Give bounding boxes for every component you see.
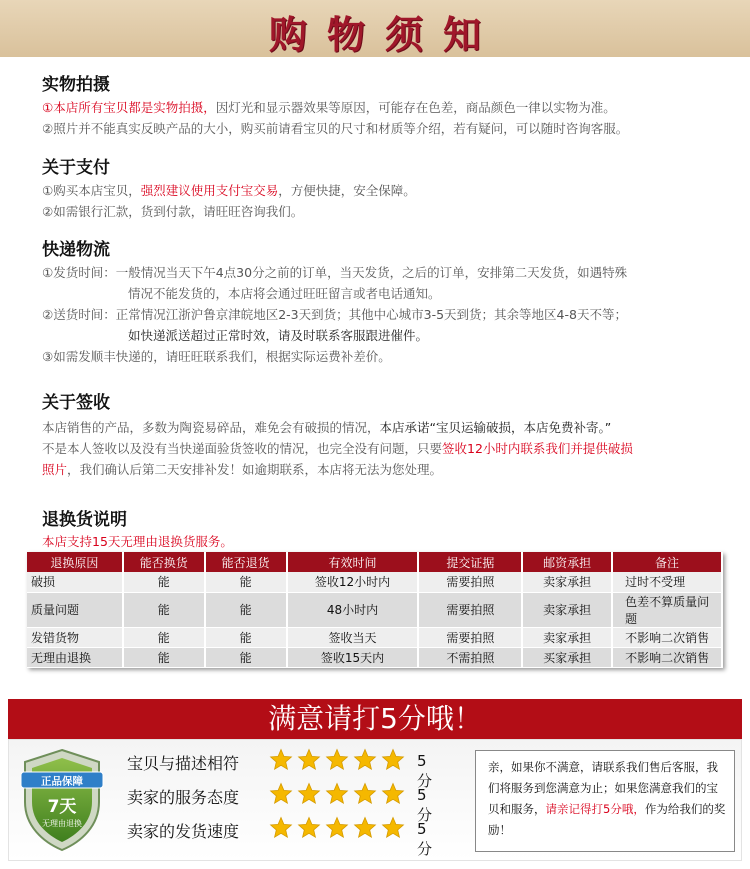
- table-row: [27, 592, 722, 627]
- pay-line-2: ②如需银行汇款，货到付款，请旺旺咨询我们。: [42, 204, 304, 219]
- table-cell: 能: [123, 592, 205, 627]
- table-cell: 卖家承担: [522, 627, 612, 647]
- table-cell: 发错货物: [27, 627, 123, 647]
- sign-line-2: 不是本人签收以及没有当快递面验货签收的情况，也完全没有问题，只要签收12小时内联系我们并提供破损: [42, 441, 633, 456]
- section-shipping: [42, 235, 722, 367]
- table-row: [27, 647, 722, 667]
- section-photo: [42, 70, 722, 139]
- table-cell: 无理由退换: [27, 647, 123, 667]
- badge-days-text: 7天: [47, 797, 77, 817]
- star-group: [269, 816, 409, 844]
- badge-top-text: 正品保障: [41, 775, 83, 788]
- star-icon: [381, 782, 405, 806]
- table-cell: 能: [123, 572, 205, 592]
- section-title: 关于支付: [42, 158, 110, 178]
- table-cell: 签收当天: [287, 627, 419, 647]
- table-cell: 破损: [27, 572, 123, 592]
- table-cell: 需要拍照: [418, 592, 522, 627]
- section-title: 快递物流: [42, 240, 110, 260]
- table-cell: 不需拍照: [418, 647, 522, 667]
- star-icon: [353, 782, 377, 806]
- star-icon: [325, 748, 349, 772]
- table-header-row: [27, 552, 722, 572]
- table-cell: 卖家承担: [522, 592, 612, 627]
- star-icon: [381, 748, 405, 772]
- star-icon: [269, 782, 293, 806]
- table-cell: 卖家承担: [522, 572, 612, 592]
- ship-line-1: ①发货时间：一般情况当天下午4点30分之前的订单，当天发货，之后的订单，安排第二天发货，如遇特殊: [42, 265, 628, 280]
- star-icon: [269, 816, 293, 840]
- table-header-cell: 备注: [612, 552, 722, 572]
- section-signing: [42, 388, 722, 480]
- star-icon: [381, 816, 405, 840]
- table-cell: 能: [123, 647, 205, 667]
- table-cell: 需要拍照: [418, 572, 522, 592]
- ship-line-3: ③如需发顺丰快递的，请旺旺联系我们，根据实际运费补差价。: [42, 349, 391, 364]
- table-cell: 质量问题: [27, 592, 123, 627]
- table-header-cell: 能否换货: [123, 552, 205, 572]
- header-band: [0, 0, 750, 57]
- returns-table: [27, 552, 723, 668]
- table-cell: 色差不算质量问题: [612, 592, 722, 627]
- table-header-cell: 能否退货: [205, 552, 287, 572]
- table-cell: 能: [123, 627, 205, 647]
- rating-score: 5分: [417, 820, 433, 858]
- table-header-cell: 邮资承担: [522, 552, 612, 572]
- star-icon: [325, 782, 349, 806]
- star-group: [269, 782, 409, 810]
- star-icon: [297, 816, 321, 840]
- table-cell: 48小时内: [287, 592, 419, 627]
- badge-bottom-text: 无理由退换: [42, 819, 82, 828]
- star-icon: [353, 748, 377, 772]
- star-icon: [325, 816, 349, 840]
- table-cell: 签收12小时内: [287, 572, 419, 592]
- photo-line-2: ②照片并不能真实反映产品的大小，购买前请看宝贝的尺寸和材质等介绍，若有疑问，可以随时咨询客服。: [42, 121, 629, 136]
- rating-score: 5分: [417, 752, 433, 790]
- table-header-cell: 退换原因: [27, 552, 123, 572]
- table-header-cell: 有效时间: [287, 552, 419, 572]
- star-icon: [269, 748, 293, 772]
- section-payment: [42, 153, 722, 222]
- table-cell: 买家承担: [522, 647, 612, 667]
- section-title: 实物拍摄: [42, 75, 110, 95]
- sign-line-3: 照片，我们确认后第二天安排补发！如逾期联系，本店将无法为您处理。: [42, 462, 443, 477]
- ship-line-2b: 如快递派送超过正常时效，请及时联系客服跟进催件。: [128, 328, 429, 343]
- table-row: [27, 572, 722, 592]
- table-header-cell: 提交证据: [418, 552, 522, 572]
- rating-label: 卖家的发货速度: [127, 822, 240, 841]
- rating-panel: [8, 739, 742, 861]
- star-icon: [353, 816, 377, 840]
- pay-line-1: ①购买本店宝贝，强烈建议使用支付宝交易，方便快捷，安全保障。: [42, 183, 416, 198]
- section-title: 退换货说明: [42, 510, 127, 530]
- star-icon: [297, 748, 321, 772]
- section-returns: [42, 505, 722, 550]
- table-cell: 能: [205, 627, 287, 647]
- rating-label: 卖家的服务态度: [127, 788, 240, 807]
- ship-line-1b: 情况不能发货的，本店将会通过旺旺留言或者电话通知。: [128, 286, 441, 301]
- guarantee-shield-icon: [19, 746, 105, 854]
- section-title: 关于签收: [42, 393, 110, 413]
- table-cell: 签收15天内: [287, 647, 419, 667]
- table-cell: 能: [205, 647, 287, 667]
- star-group: [269, 748, 409, 776]
- message-box: 亲，如果你不满意，请联系我们售后客服，我们将服务到您满意为止；如果您满意我们的宝贝和服务，请亲记得打5分哦，作为给我们的奖励！: [475, 750, 735, 852]
- page-title: 购物须知: [268, 12, 501, 57]
- ship-line-2: ②送货时间：正常情况江浙沪鲁京津皖地区2-3天到货；其他中心城市3-5天到货；其余等地区4-8天不等；: [42, 307, 627, 322]
- sign-line-1: 本店销售的产品，多数为陶瓷易碎品，难免会有破损的情况，本店承诺“宝贝运输破损，本店免费补寄。”: [42, 420, 612, 435]
- table-cell: 不影响二次销售: [612, 627, 722, 647]
- table-row: [27, 627, 722, 647]
- rating-score: 5分: [417, 786, 433, 824]
- table-cell: 能: [205, 572, 287, 592]
- table-cell: 不影响二次销售: [612, 647, 722, 667]
- photo-line-1: ①本店所有宝贝都是实物拍摄，因灯光和显示器效果等原因，可能存在色差，商品颜色一律以实物为准。: [42, 100, 616, 115]
- table-cell: 需要拍照: [418, 627, 522, 647]
- table-cell: 能: [205, 592, 287, 627]
- rating-banner: 满意请打5分哦！: [8, 699, 742, 739]
- table-cell: 过时不受理: [612, 572, 722, 592]
- returns-note: 本店支持15天无理由退换货服务。: [42, 534, 233, 549]
- star-icon: [297, 782, 321, 806]
- rating-label: 宝贝与描述相符: [127, 754, 240, 773]
